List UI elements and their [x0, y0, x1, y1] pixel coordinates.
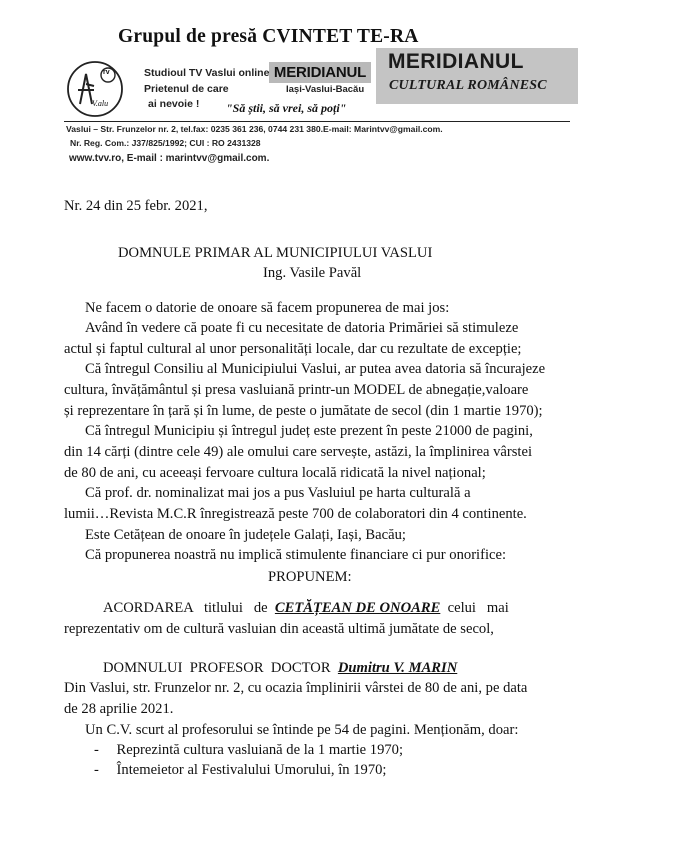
contact-web-line: www.tvv.ro, E-mail : marintvv@gmail.com.	[69, 153, 270, 164]
paragraph-line: Că întregul Consiliu al Municipiului Vaslui, ar putea avea datoria să încurajeze	[85, 361, 546, 377]
cv-line: Un C.V. scurt al profesorului se întinde pe 54 de pagini. Menționăm, doar:	[85, 722, 519, 738]
logo-letters: rv	[103, 69, 110, 76]
paragraph-line: din 14 cărți (dintre cele 49) ale omului care servește, astăzi, la împlinirea vârstei	[64, 444, 533, 460]
press-group-title: Grupul de presă CVINTET TE-RA	[118, 26, 419, 47]
addressee-title: DOMNULE PRIMAR AL MUNICIPIULUI VASLUI	[118, 245, 433, 261]
paragraph-line: Este Cetățean de onoare în județele Galați, Iași, Bacău;	[85, 527, 406, 543]
meridianul-big-subtitle: CULTURAL ROMÂNESC	[389, 78, 547, 93]
bullet-text: Întemeietor al Festivalului Umorului, în 1970;	[116, 762, 387, 778]
acordarea-line	[103, 600, 509, 617]
bullet-dash-icon: -	[94, 742, 99, 758]
logo-emblem-icon	[66, 60, 124, 118]
paragraph-line: Că prof. dr. nominalizat mai jos a pus Vasluiul pe harta culturală a	[85, 485, 471, 501]
honorary-title: CETĂȚEAN DE ONOARE	[274, 600, 441, 616]
acordarea-suffix: celui mai	[440, 600, 509, 616]
bullet-item	[94, 742, 403, 759]
logo-caption: V.alu	[92, 99, 109, 108]
domnului-prefix: DOMNULUI PROFESOR DOCTOR	[103, 660, 338, 676]
motto: "Să știi, să vrei, să poți"	[226, 101, 347, 115]
honoree-name: Dumitru V. MARIN	[337, 660, 458, 676]
tagline-line-1: Prietenul de care	[144, 83, 229, 95]
acordarea-prefix: ACORDAREA titlului de	[103, 600, 275, 616]
meridianul-small-subtitle: Iași-Vaslui-Bacău	[286, 84, 365, 95]
paragraph-line: și reprezentare în țară și în lume, de peste o jumătate de secol (din 1 martie 1970);	[64, 403, 543, 419]
addressee-name: Ing. Vasile Pavăl	[263, 265, 362, 281]
acordarea-line-2: reprezentativ om de cultură vasluian din această ultimă jumătate de secol,	[64, 621, 494, 637]
bullet-item	[94, 762, 386, 779]
from-line-2: de 28 aprilie 2021.	[64, 701, 174, 717]
studio-tv-line: Studioul TV Vaslui online	[144, 67, 270, 79]
from-line-1: Din Vaslui, str. Frunzelor nr. 2, cu ocazia împlinirii vârstei de 80 de ani, pe data	[64, 680, 528, 696]
document-number: Nr. 24 din 25 febr. 2021,	[64, 198, 208, 214]
propunem-heading: PROPUNEM:	[268, 569, 352, 585]
bullet-text: Reprezintă cultura vasluiană de la 1 martie 1970;	[116, 742, 404, 758]
tagline-line-2: ai nevoie !	[148, 98, 200, 110]
meridianul-small-logo: MERIDIANUL	[269, 62, 371, 83]
contact-address-line: Vaslui – Str. Frunzelor nr. 2, tel.fax: 0235 361 236, 0744 231 380.E-mail: Marintvv@gmail.com.	[66, 124, 443, 134]
paragraph-line: lumii…Revista M.C.R înregistrează peste 700 de colaboratori din 4 continente.	[64, 506, 527, 522]
paragraph-line: cultura, învățământul și presa vasluiană printr-un MODEL de abnegație,valoare	[64, 382, 529, 398]
bullet-dash-icon: -	[94, 762, 99, 778]
header-divider	[64, 121, 570, 122]
meridianul-big-title: MERIDIANUL	[388, 50, 524, 73]
domnului-line	[103, 660, 457, 677]
paragraph-line: Că propunerea noastră nu implică stimulente financiare ci pur onorifice:	[85, 547, 507, 563]
paragraph-line: Că întregul Municipiu și întregul județ este prezent în peste 21000 de pagini,	[85, 423, 533, 439]
paragraph-line: Având în vedere că poate fi cu necesitate de datoria Primăriei să stimuleze	[85, 320, 519, 336]
paragraph-line: actul și faptul cultural al unor personalități locale, dar cu rezultate de excepție;	[64, 341, 522, 357]
paragraph-line: de 80 de ani, cu aceeași fervoare cultura locală ridicată la nivel național;	[64, 465, 486, 481]
paragraph-line: Ne facem o datorie de onoare să facem propunerea de mai jos:	[85, 300, 450, 316]
logo	[66, 60, 124, 118]
contact-registration-line: Nr. Reg. Com.: J37/825/1992; CUI : RO 2431328	[70, 138, 261, 148]
